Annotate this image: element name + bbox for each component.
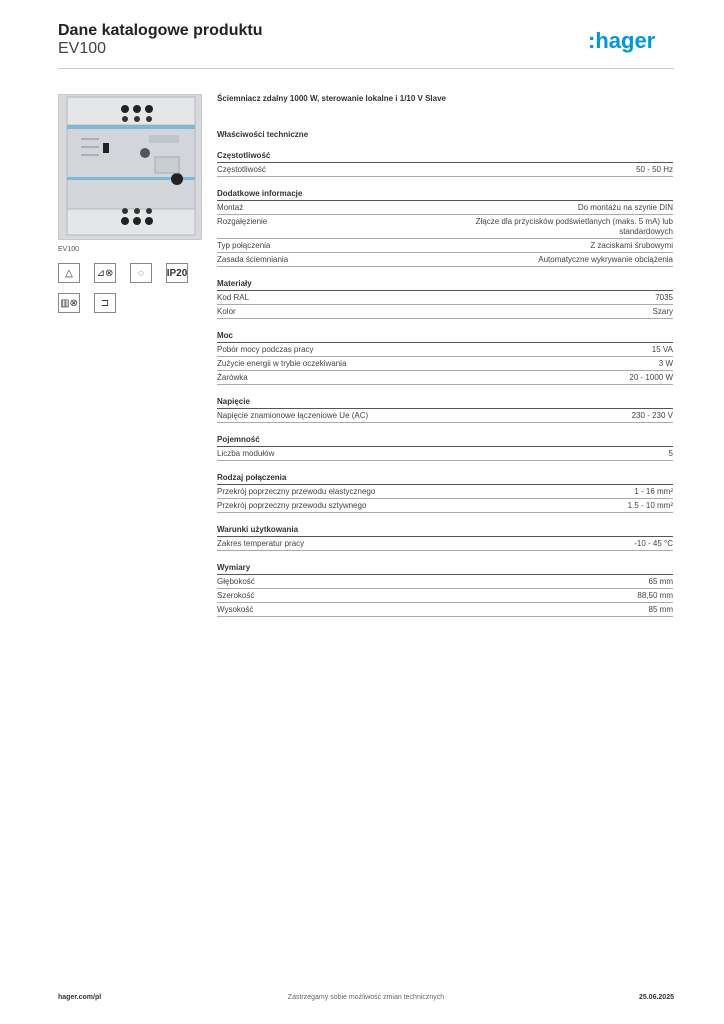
dimmer-icon: ⊿⊗ [94,263,116,283]
spec-value: Automatyczne wykrywanie obciążenia [538,255,673,264]
spec-row [217,603,673,617]
spec-row [217,305,673,319]
spec-row [217,499,673,513]
spec-key: Montaż [217,203,244,212]
spec-section [217,277,673,319]
spec-value: 50 - 50 Hz [636,165,673,174]
module-icon: ▥⊗ [58,293,80,313]
spec-section [217,329,673,385]
spec-section [217,187,673,267]
spec-column [217,94,673,617]
spec-key: Zasada ściemniania [217,255,289,264]
spec-value: -10 - 45 °C [634,539,673,548]
spec-row [217,201,673,215]
spec-row [217,485,673,499]
spec-key: Zużycie energii w trybie oczekiwania [217,359,347,368]
spec-value: 1 - 16 mm² [634,487,673,496]
spec-row [217,291,673,305]
switch-icon: ⊐ [94,293,116,313]
section-title: Rodzaj połączenia [217,471,673,485]
section-title: Częstotliwość [217,149,673,163]
spec-section [217,395,673,423]
spec-row [217,357,673,371]
image-caption: EV100 [58,246,80,253]
spec-row [217,371,673,385]
hager-logo [588,28,672,54]
spec-value: 88,50 mm [637,591,673,600]
spec-key: Częstotliwość [217,165,266,174]
footer-disclaimer: Zastrzegamy sobie możliwość zmian technicznych [287,994,445,1001]
spec-section [217,523,673,551]
section-title: Materiały [217,277,673,291]
spec-value: Szary [652,307,673,316]
spec-value: Z zaciskami śrubowymi [590,241,673,250]
spec-section [217,561,673,617]
spec-key: Przekrój poprzeczny przewodu elastycznego [217,487,376,496]
spec-row [217,409,673,423]
spec-key: Typ połączenia [217,241,271,250]
hager-logo-text: :hager [588,28,656,53]
properties-title: Właściwości techniczne [217,130,309,139]
spec-key: Szerokość [217,591,255,600]
spec-key: Rozgałęzienie [217,217,268,226]
footer-date: 25.06.2025 [638,994,674,1001]
spec-value: Do montażu na szynie DIN [577,203,673,212]
spec-row [217,343,673,357]
mounting-icon: △ [58,263,80,283]
spec-key: Kod RAL [217,293,250,302]
spec-key: Napięcie znamionowe łączeniowe Ue (AC) [217,411,369,420]
spec-value: 1.5 - 10 mm² [627,501,673,510]
spec-value: 85 mm [648,605,673,614]
spec-row [217,215,673,239]
spec-value: 230 - 230 V [631,411,673,420]
feature-icons-row-2 [58,293,201,313]
spec-row [217,589,673,603]
page-title: Dane katalogowe produktu [58,22,263,39]
product-description: Ściemniacz zdalny 1000 W, sterowanie lokalne i 1/10 V Slave [217,94,446,103]
section-title: Napięcie [217,395,673,409]
spec-row [217,239,673,253]
product-column [58,94,201,313]
spec-value: 65 mm [648,577,673,586]
spec-value: Złącze dla przycisków podświetlanych (maks. 5 mA) lub standardowych [475,217,673,236]
spec-row [217,253,673,267]
spec-value: 5 [668,449,673,458]
section-title: Moc [217,329,673,343]
spec-value: 3 W [658,359,673,368]
spec-row [217,575,673,589]
spec-key: Kolor [217,307,236,316]
feature-icons-row-1 [58,263,201,283]
spec-key: Żarówka [217,373,248,382]
bulb-icon: ◌ [130,263,152,283]
footer-website-link[interactable]: hager.com/pl [58,994,102,1001]
spec-key: Liczba modułów [217,449,275,458]
section-title: Pojemność [217,433,673,447]
page-header [58,20,674,69]
spec-key: Pobór mocy podczas pracy [217,345,314,354]
section-title: Warunki użytkowania [217,523,673,537]
spec-section [217,471,673,513]
page-footer [58,994,674,1008]
spec-key: Wysokość [217,605,254,614]
spec-value: 20 - 1000 W [629,373,673,382]
spec-section [217,433,673,461]
spec-key: Przekrój poprzeczny przewodu sztywnego [217,501,367,510]
spec-row [217,537,673,551]
spec-value: 7035 [655,293,673,302]
spec-row [217,163,673,177]
section-title: Dodatkowe informacje [217,187,673,201]
spec-value: 15 VA [651,345,673,354]
ip20-icon: IP20 [166,263,188,283]
spec-key: Zakres temperatur pracy [217,539,305,548]
spec-key: Głębokość [217,577,255,586]
section-title: Wymiary [217,561,673,575]
product-code: EV100 [58,40,107,57]
spec-row [217,447,673,461]
spec-section [217,149,673,177]
dimmer-device-illustration [59,95,201,239]
product-image [58,94,202,240]
